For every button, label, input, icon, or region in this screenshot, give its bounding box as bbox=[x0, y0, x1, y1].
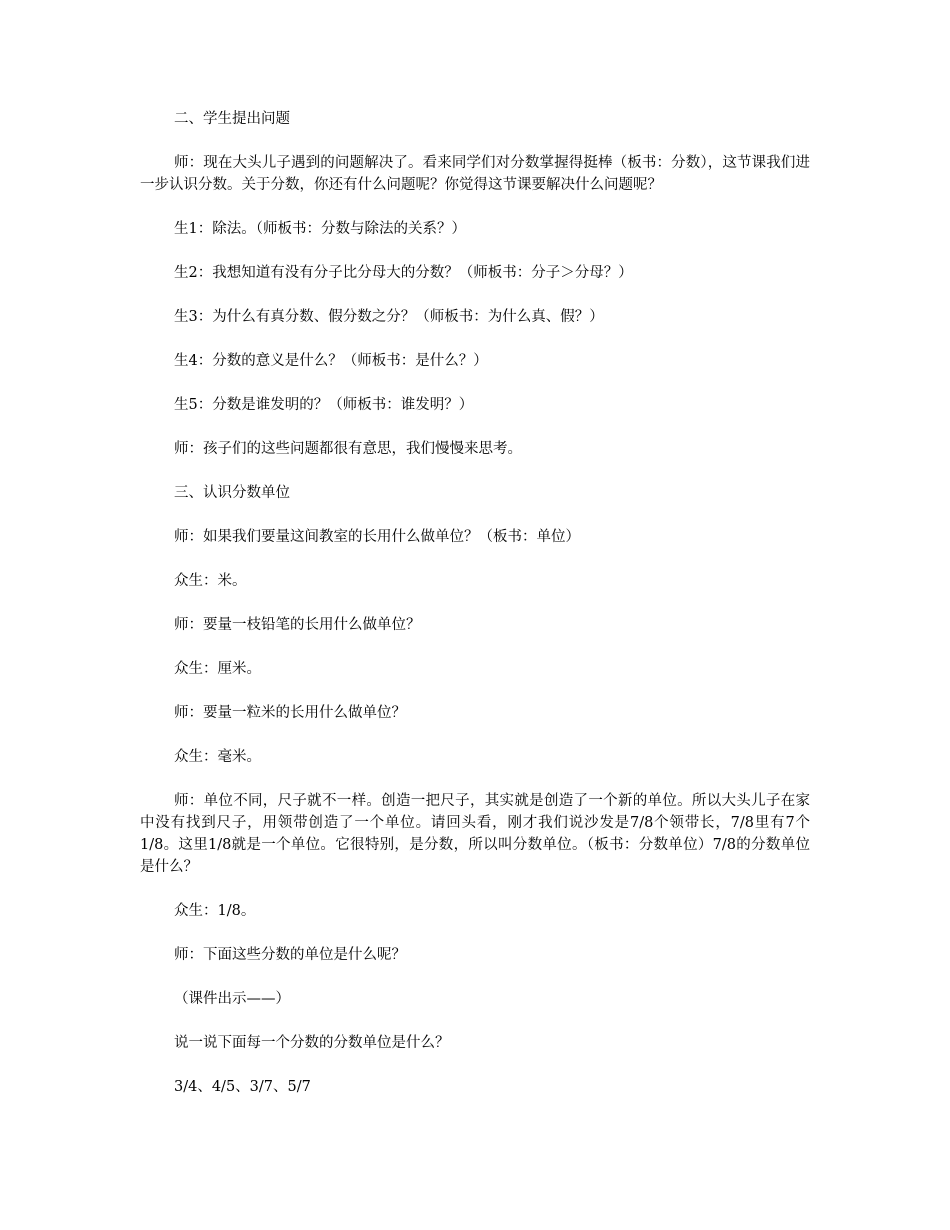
paragraph: 众生：1/8。 bbox=[174, 903, 256, 919]
paragraph: 师：下面这些分数的单位是什么呢？ bbox=[174, 947, 406, 963]
section-heading-fraction-unit: 三、认识分数单位 bbox=[174, 485, 290, 501]
paragraph: 众生：毫米。 bbox=[174, 749, 261, 765]
paragraph: 师：如果我们要量这间教室的长用什么做单位？（板书：单位） bbox=[174, 529, 580, 545]
paragraph: 师：要量一粒米的长用什么做单位？ bbox=[174, 705, 406, 721]
paragraph: 生1：除法。（师板书：分数与除法的关系？） bbox=[174, 221, 466, 237]
paragraph: 说一说下面每一个分数的分数单位是什么？ bbox=[174, 1035, 450, 1051]
paragraph: 师：现在大头儿子遇到的问题解决了。看来同学们对分数掌握得挺棒（板书：分数），这节课我们进一步认识分数。关于分数，你还有什么问题呢？你觉得这节课要解决什么问题呢？ bbox=[140, 155, 810, 193]
paragraph: 师：单位不同，尺子就不一样。创造一把尺子，其实就是创造了一个新的单位。所以大头儿子在家中没有找到尺子，用领带创造了一个单位。请回头看，刚才我们说沙发是7/8个领带长，7/8里有7个1/8。这里1/8就是一个单位。它很特别，是分数，所以叫分数单位。（板书：分数单位）7/8的分数单位是什么？ bbox=[140, 793, 810, 875]
paragraph: （课件出示——） bbox=[174, 991, 290, 1007]
paragraph: 众生：米。 bbox=[174, 573, 247, 589]
paragraph: 生2：我想知道有没有分子比分母大的分数？（师板书：分子＞分母？） bbox=[174, 265, 633, 281]
paragraph: 生4：分数的意义是什么？（师板书：是什么？） bbox=[174, 353, 488, 369]
fraction-list: 3/4、4/5、3/7、5/7 bbox=[174, 1079, 311, 1095]
document-body bbox=[140, 108, 810, 1098]
paragraph: 生3：为什么有真分数、假分数之分？（师板书：为什么真、假？） bbox=[174, 309, 604, 325]
paragraph: 师：孩子们的这些问题都很有意思，我们慢慢来思考。 bbox=[174, 441, 522, 457]
paragraph: 师：要量一枝铅笔的长用什么做单位？ bbox=[174, 617, 421, 633]
paragraph: 生5：分数是谁发明的？（师板书：谁发明？） bbox=[174, 397, 474, 413]
paragraph: 众生：厘米。 bbox=[174, 661, 261, 677]
section-heading-student-questions: 二、学生提出问题 bbox=[174, 111, 290, 127]
